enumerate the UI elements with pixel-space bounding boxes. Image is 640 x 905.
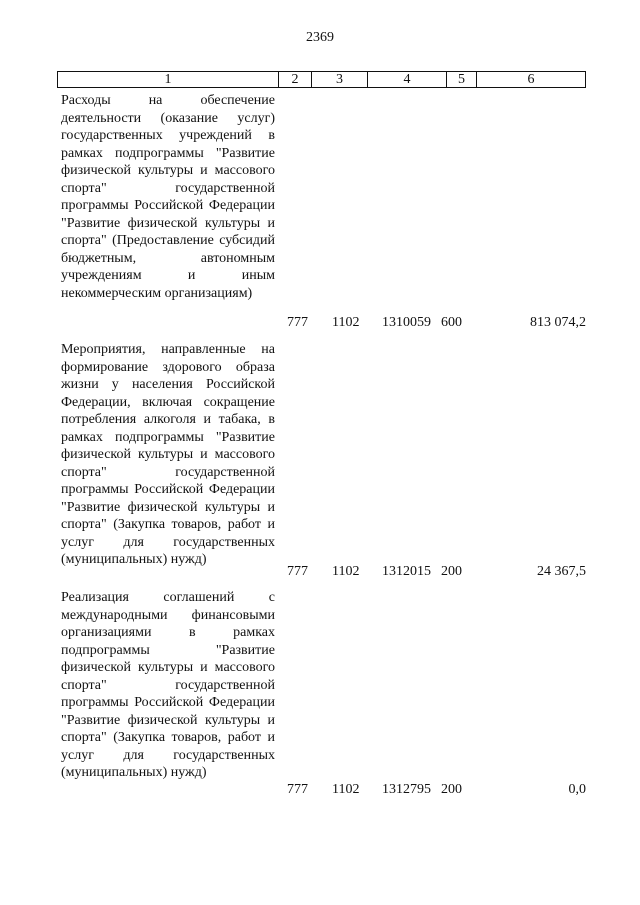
row-col-3: 1102	[332, 782, 360, 797]
row-col-4: 1312795	[382, 782, 431, 797]
row-col-2: 777	[287, 315, 308, 330]
row-col-5: 200	[441, 782, 462, 797]
row-col-6: 0,0	[568, 782, 586, 797]
header-col-2: 2	[279, 72, 312, 87]
row-col-6: 813 074,2	[530, 315, 586, 330]
table-header-row	[57, 71, 586, 88]
row-col-2: 777	[287, 782, 308, 797]
row-col-5: 600	[441, 315, 462, 330]
row-col-4: 1312015	[382, 564, 431, 579]
row-description: Реализация соглашений с международными финансовыми организациями в рамках подпрограммы "Развитие физической культуры и массового спорта" государственной программы Российской Федерации "Развитие физической культуры и спорта" (Закупка товаров, работ и услуг для государственных (муниципальных) нужд)	[61, 590, 275, 780]
row-col-4: 1310059	[382, 315, 431, 330]
row-col-3: 1102	[332, 315, 360, 330]
header-col-5: 5	[447, 72, 477, 87]
row-col-6: 24 367,5	[537, 564, 586, 579]
row-description: Расходы на обеспечение деятельности (оказание услуг) государственных учреждений в рамках подпрограммы "Развитие физической культуры и массового спорта" государственной программы Российской Федерации "Развитие физической культуры и спорта" (Предоставление субсидий бюджетным, автономным учреждениям и иным некоммерческим организациям)	[61, 93, 275, 301]
header-col-6: 6	[527, 72, 535, 87]
row-col-2: 777	[287, 564, 308, 579]
header-col-4: 4	[368, 72, 447, 87]
header-col-1: 1	[58, 72, 279, 87]
page-number: 2369	[306, 30, 334, 45]
row-col-3: 1102	[332, 564, 360, 579]
row-description: Мероприятия, направленные на формирование здорового образа жизни у населения Российской Федерации, включая сокращение потребления алкоголя и табака, в рамках подпрограммы "Развитие физической культуры и массового спорта" государственной программы Российской Федерации "Развитие физической культуры и спорта" (Закупка товаров, работ и услуг для государственных (муниципальных) нужд)	[61, 342, 275, 567]
row-col-5: 200	[441, 564, 462, 579]
header-col-3: 3	[312, 72, 368, 87]
